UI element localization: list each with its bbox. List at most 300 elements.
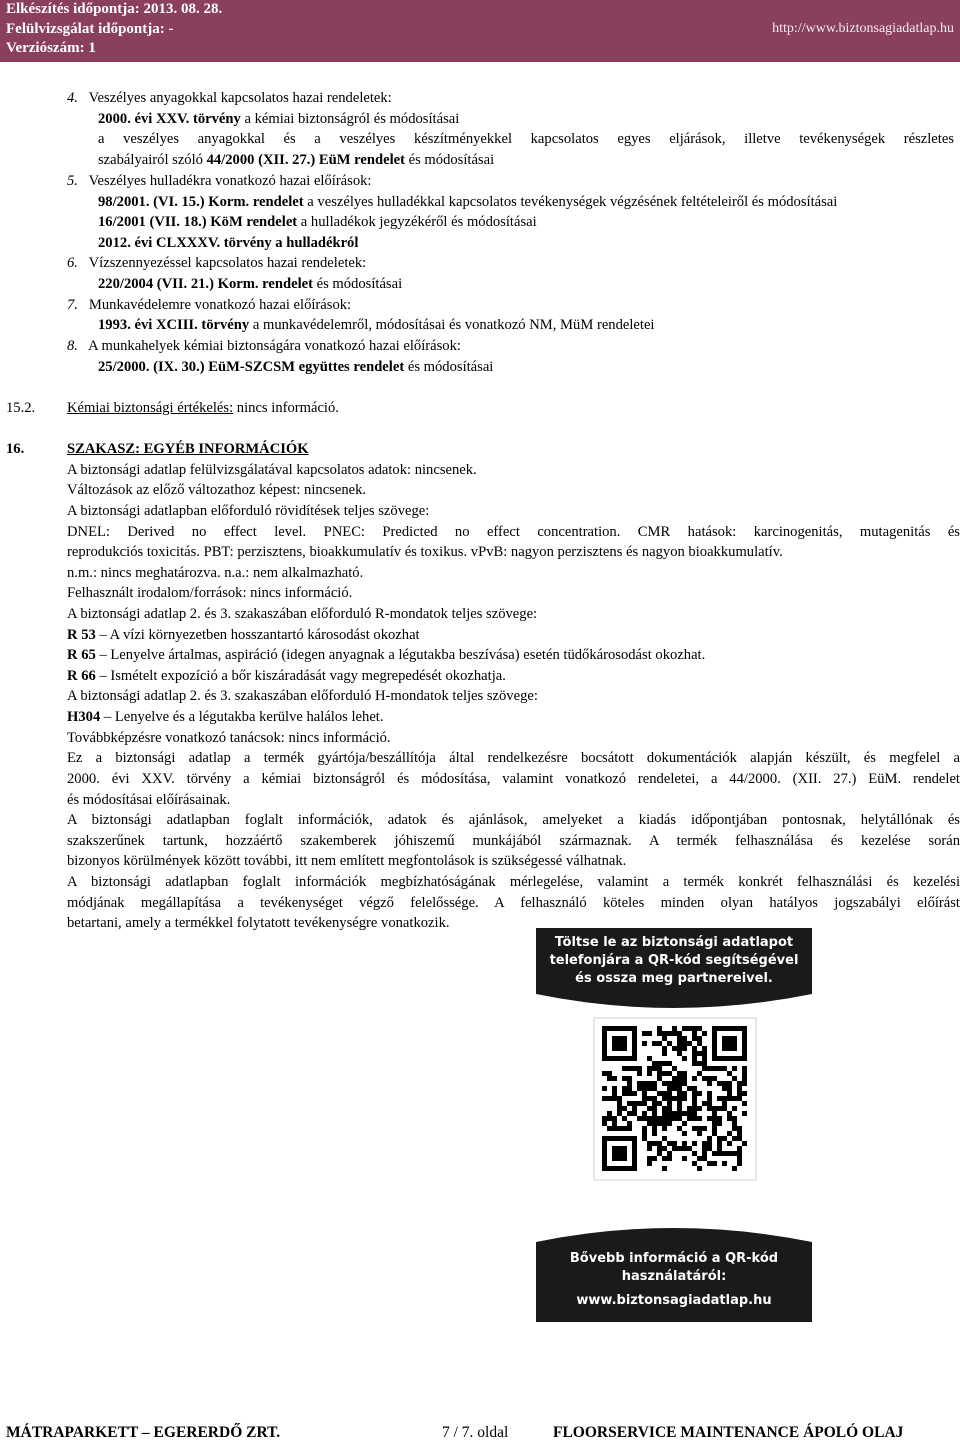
reg-item-4-title: 4. Veszélyes anyagokkal kapcsolatos hazai rendeletek:	[67, 90, 392, 106]
qr-module	[662, 1111, 667, 1116]
qr-module	[632, 1101, 637, 1106]
qr-module	[612, 1091, 617, 1096]
qr-module	[667, 1156, 672, 1161]
qr-module	[727, 1131, 732, 1136]
qr-module	[657, 1031, 662, 1036]
qr-module	[657, 1071, 662, 1076]
qr-module	[742, 1141, 747, 1146]
qr-module	[737, 1131, 742, 1136]
qr-module	[712, 1151, 717, 1156]
qr-module	[662, 1071, 667, 1076]
qr-module	[652, 1081, 657, 1086]
qr-module	[692, 1126, 697, 1131]
qr-module	[717, 1116, 722, 1121]
qr-module	[682, 1111, 687, 1116]
qr-module	[632, 1091, 637, 1096]
qr-module	[732, 1151, 737, 1156]
version-number: Verziószám: 1	[6, 40, 96, 56]
qr-module	[672, 1141, 677, 1146]
qr-module	[697, 1061, 702, 1066]
qr-module	[672, 1081, 677, 1086]
qr-finder-pattern	[612, 1036, 627, 1051]
qr-module	[602, 1096, 607, 1101]
qr-module	[727, 1096, 732, 1101]
qr-module	[622, 1076, 627, 1081]
qr-module	[677, 1036, 682, 1041]
qr-module	[697, 1116, 702, 1121]
qr-module	[732, 1106, 737, 1111]
qr-module	[667, 1096, 672, 1101]
qr-module	[697, 1051, 702, 1056]
qr-module	[647, 1081, 652, 1086]
section-16-p2: Változások az előző változathoz képest: nincsenek.	[67, 482, 367, 498]
qr-module	[642, 1091, 647, 1096]
qr-module	[717, 1096, 722, 1101]
qr-module	[652, 1061, 657, 1066]
qr-module	[647, 1086, 652, 1091]
qr-module	[692, 1026, 697, 1031]
qr-finder-pattern	[722, 1036, 737, 1051]
qr-module	[677, 1111, 682, 1116]
qr-module	[652, 1086, 657, 1091]
qr-module	[677, 1086, 682, 1091]
section-16-p11c: bizonyos körülmények között további, itt nem említett megfontolások is szükségessé válhatnak.	[67, 853, 627, 869]
qr-module	[647, 1066, 652, 1071]
qr-module	[612, 1116, 617, 1121]
section-16-p10c: és módosításai előírásainak.	[67, 792, 231, 808]
qr-module	[652, 1126, 657, 1131]
qr-module	[712, 1111, 717, 1116]
qr-bottom-text-3[interactable]: www.biztonsagiadatlap.hu	[576, 1293, 772, 1308]
qr-module	[692, 1086, 697, 1091]
qr-module	[677, 1081, 682, 1086]
qr-module	[697, 1036, 702, 1041]
qr-module	[662, 1036, 667, 1041]
footer-company: MÁTRAPARKETT – EGERERDŐ ZRT.	[6, 1424, 281, 1441]
qr-module	[662, 1136, 667, 1141]
qr-module	[602, 1121, 607, 1126]
qr-module	[647, 1031, 652, 1036]
r-phrase-65: R 65 – Lenyelve ártalmas, aspiráció (idegen anyagnak a légutakba beszívása) esetén tüdőkárosodást okozhat.	[67, 647, 706, 663]
qr-module	[692, 1031, 697, 1036]
qr-module	[687, 1086, 692, 1091]
qr-module	[722, 1101, 727, 1106]
section-15-2-text: Kémiai biztonsági értékelés: nincs információ.	[67, 400, 339, 416]
qr-module	[707, 1096, 712, 1101]
qr-module	[662, 1156, 667, 1161]
qr-module	[657, 1121, 662, 1126]
qr-module	[712, 1076, 717, 1081]
section-16-p12a: A biztonsági adatlapban foglalt információk megbízhatóságának mérlegelése, valamint a termék konkrét felhasználási és kezelési	[67, 874, 960, 890]
qr-module	[702, 1151, 707, 1156]
qr-module	[722, 1136, 727, 1141]
qr-module	[692, 1036, 697, 1041]
qr-module	[692, 1056, 697, 1061]
qr-module	[707, 1091, 712, 1096]
qr-module	[692, 1106, 697, 1111]
qr-module	[727, 1091, 732, 1096]
r-phrase-66: R 66 – Ismételt expozíció a bőr kiszáradását vagy megrepedését okozhatja.	[67, 668, 506, 684]
qr-module	[652, 1041, 657, 1046]
qr-module	[642, 1131, 647, 1136]
qr-module	[732, 1116, 737, 1121]
qr-module	[707, 1076, 712, 1081]
qr-module	[672, 1031, 677, 1036]
qr-module	[677, 1116, 682, 1121]
qr-module	[607, 1126, 612, 1131]
footer-product: FLOORSERVICE MAINTENANCE ÁPOLÓ OLAJ	[553, 1424, 904, 1441]
qr-module	[702, 1061, 707, 1066]
qr-module	[742, 1081, 747, 1086]
section-15-2-number: 15.2.	[6, 400, 36, 416]
header-url[interactable]: http://www.biztonsagiadatlap.hu	[772, 21, 954, 36]
qr-module	[657, 1151, 662, 1156]
qr-top-text-1: Töltse le az biztonsági adatlapot	[554, 935, 794, 950]
qr-finder-pattern	[612, 1146, 627, 1161]
qr-module	[742, 1111, 747, 1116]
qr-module	[727, 1116, 732, 1121]
qr-module	[702, 1146, 707, 1151]
qr-module	[612, 1076, 617, 1081]
qr-module	[677, 1051, 682, 1056]
qr-module	[652, 1141, 657, 1146]
qr-module	[697, 1166, 702, 1171]
qr-module	[642, 1096, 647, 1101]
qr-module	[717, 1066, 722, 1071]
qr-module	[612, 1086, 617, 1091]
qr-module	[667, 1041, 672, 1046]
qr-module	[727, 1081, 732, 1086]
qr-module	[662, 1106, 667, 1111]
qr-module	[692, 1061, 697, 1066]
qr-module	[682, 1026, 687, 1031]
qr-module	[657, 1091, 662, 1096]
reg-item-7-title: 7. Munkavédelemre vonatkozó hazai előírások:	[67, 297, 352, 313]
qr-module	[702, 1076, 707, 1081]
qr-module	[742, 1101, 747, 1106]
qr-module	[717, 1121, 722, 1126]
qr-module	[602, 1086, 607, 1091]
qr-module	[647, 1116, 652, 1121]
qr-module	[692, 1051, 697, 1056]
qr-module	[702, 1126, 707, 1131]
qr-module	[652, 1121, 657, 1126]
qr-module	[627, 1091, 632, 1096]
reg-item-4-line2: a veszélyes anyagokkal és a veszélyes készítményekkel kapcsolatos egyes eljárások, illetve tevékenységek részletes	[98, 131, 954, 147]
reg-item-6-title: 6. Vízszennyezéssel kapcsolatos hazai rendeletek:	[67, 255, 367, 271]
qr-module	[737, 1161, 742, 1166]
qr-module	[712, 1126, 717, 1131]
qr-module	[602, 1071, 607, 1076]
qr-module	[617, 1126, 622, 1131]
qr-module	[737, 1146, 742, 1151]
qr-module	[682, 1156, 687, 1161]
qr-module	[662, 1116, 667, 1121]
reg-item-5-line3: 2012. évi CLXXXV. törvény a hulladékról	[98, 235, 359, 251]
section-16-p1: A biztonsági adatlap felülvizsgálatával kapcsolatos adatok: nincsenek.	[67, 462, 477, 478]
qr-module	[632, 1111, 637, 1116]
qr-module	[667, 1121, 672, 1126]
section-16-p9: Továbbképzésre vonatkozó tanácsok: nincs információ.	[67, 730, 391, 746]
qr-module	[622, 1116, 627, 1121]
qr-module	[652, 1106, 657, 1111]
qr-module	[662, 1126, 667, 1131]
section-16-p10a: Ez a biztonsági adatlap a termék gyártója/beszállítója által rendelkezésre bocsátott dokumentációk alapján készült, és megfelel a	[67, 750, 960, 766]
qr-module	[712, 1066, 717, 1071]
qr-module	[622, 1086, 627, 1091]
qr-module	[722, 1106, 727, 1111]
reg-item-4-line3: szabályairól szóló 44/2000 (XII. 27.) EüM rendelet és módosításai	[98, 152, 495, 168]
qr-bottom-text-1: Bővebb információ a QR-kód	[569, 1251, 779, 1266]
qr-module	[647, 1161, 652, 1166]
qr-module	[627, 1086, 632, 1091]
qr-module	[717, 1081, 722, 1086]
qr-module	[742, 1091, 747, 1096]
qr-module	[727, 1071, 732, 1076]
qr-module	[692, 1101, 697, 1106]
qr-module	[672, 1116, 677, 1121]
qr-module	[682, 1071, 687, 1076]
qr-module	[637, 1086, 642, 1091]
qr-module	[737, 1156, 742, 1161]
qr-module	[602, 1116, 607, 1121]
qr-module	[687, 1111, 692, 1116]
qr-module	[712, 1106, 717, 1111]
qr-module	[702, 1031, 707, 1036]
qr-module	[682, 1146, 687, 1151]
qr-module	[662, 1121, 667, 1126]
qr-module	[627, 1126, 632, 1131]
qr-module	[672, 1146, 677, 1151]
qr-module	[667, 1071, 672, 1076]
qr-module	[732, 1121, 737, 1126]
qr-module	[707, 1101, 712, 1106]
qr-module	[687, 1116, 692, 1121]
qr-module	[662, 1166, 667, 1171]
qr-module	[617, 1111, 622, 1116]
qr-module	[667, 1091, 672, 1096]
qr-module	[667, 1101, 672, 1106]
qr-module	[737, 1096, 742, 1101]
qr-module	[667, 1081, 672, 1086]
qr-module	[677, 1031, 682, 1036]
qr-module	[712, 1161, 717, 1166]
qr-module	[742, 1071, 747, 1076]
qr-module	[677, 1126, 682, 1131]
qr-module	[662, 1096, 667, 1101]
qr-module	[637, 1116, 642, 1121]
qr-module	[622, 1066, 627, 1071]
qr-module	[652, 1066, 657, 1071]
reg-item-4-line1: 2000. évi XXV. törvény a kémiai biztonságról és módosításai	[98, 111, 460, 127]
qr-module	[742, 1066, 747, 1071]
qr-module	[647, 1056, 652, 1061]
qr-module	[692, 1046, 697, 1051]
qr-module	[647, 1141, 652, 1146]
qr-module	[657, 1146, 662, 1151]
qr-module	[657, 1041, 662, 1046]
qr-module	[647, 1121, 652, 1126]
qr-module	[692, 1076, 697, 1081]
qr-module	[647, 1096, 652, 1101]
qr-module	[662, 1046, 667, 1051]
qr-module	[662, 1081, 667, 1086]
qr-module	[642, 1116, 647, 1121]
qr-module	[727, 1141, 732, 1146]
qr-module	[717, 1151, 722, 1156]
qr-module	[667, 1061, 672, 1066]
qr-module	[612, 1126, 617, 1131]
qr-module	[617, 1106, 622, 1111]
reg-item-8-line1: 25/2000. (IX. 30.) EüM-SZCSM együttes rendelet és módosításai	[98, 359, 494, 375]
qr-module	[642, 1101, 647, 1106]
qr-module	[707, 1106, 712, 1111]
qr-module	[647, 1106, 652, 1111]
qr-module	[712, 1131, 717, 1136]
qr-module	[717, 1136, 722, 1141]
qr-module	[657, 1141, 662, 1146]
qr-module	[697, 1131, 702, 1136]
qr-module	[732, 1066, 737, 1071]
qr-module	[657, 1061, 662, 1066]
qr-module	[687, 1041, 692, 1046]
qr-module	[722, 1066, 727, 1071]
qr-module	[672, 1026, 677, 1031]
qr-module	[647, 1071, 652, 1076]
section-16-title: SZAKASZ: EGYÉB INFORMÁCIÓK	[67, 441, 309, 457]
qr-module	[627, 1081, 632, 1086]
qr-module	[627, 1111, 632, 1116]
qr-module	[697, 1071, 702, 1076]
qr-module	[637, 1101, 642, 1106]
qr-module	[637, 1071, 642, 1076]
section-16-p4b: reprodukciós toxicitás. PBT: perzisztens, bioakkumulatív és toxikus. vPvB: nagyon perzisztens és nagyon bioakkumulatív.	[67, 544, 783, 560]
qr-module	[607, 1071, 612, 1076]
h-phrase-304: H304 – Lenyelve és a légutakba kerülve halálos lehet.	[67, 709, 384, 725]
section-16-p12b: módjának megállapítása a tevékenységet végző felelőssége. A felhasználó köteles minden olyan hatályos jogszabályi előírást	[67, 895, 960, 911]
qr-module	[682, 1081, 687, 1086]
qr-module	[717, 1106, 722, 1111]
qr-module	[707, 1116, 712, 1121]
qr-module	[727, 1151, 732, 1156]
qr-module	[667, 1116, 672, 1121]
reg-item-5-line1: 98/2001. (VI. 15.) Korm. rendelet a veszélyes hulladékkal kapcsolatos tevékenységek végzésének feltételeiről és módosításai	[98, 194, 838, 210]
r-phrase-53: R 53 – A vízi környezetben hosszantartó károsodást okozhat	[67, 627, 420, 643]
qr-module	[642, 1081, 647, 1086]
section-16-number: 16.	[6, 441, 25, 457]
qr-module	[707, 1081, 712, 1086]
qr-module	[647, 1146, 652, 1151]
qr-module	[677, 1096, 682, 1101]
qr-module	[702, 1101, 707, 1106]
section-16-p3: A biztonsági adatlapban előforduló rövidítések teljes szövege:	[67, 503, 430, 519]
qr-module	[672, 1086, 677, 1091]
qr-code-panel[interactable]	[528, 922, 820, 1326]
qr-module	[647, 1156, 652, 1161]
qr-top-text-2: telefonjára a QR-kód segítségével	[549, 953, 799, 968]
qr-module	[677, 1041, 682, 1046]
qr-module	[687, 1146, 692, 1151]
section-16-p6: Felhasznált irodalom/források: nincs információ.	[67, 585, 353, 601]
page-header	[0, 0, 960, 62]
qr-module	[707, 1141, 712, 1146]
qr-module	[702, 1066, 707, 1071]
qr-module	[642, 1031, 647, 1036]
qr-module	[612, 1096, 617, 1101]
qr-module	[682, 1131, 687, 1136]
section-16-p8: A biztonsági adatlap 2. és 3. szakaszában előforduló H-mondatok teljes szövege:	[67, 688, 538, 704]
section-16-p12c: betartani, amely a termékkel folytatott tevékenységre vonatkozik.	[67, 915, 450, 931]
qr-module	[612, 1121, 617, 1126]
qr-module	[642, 1126, 647, 1131]
qr-module	[632, 1106, 637, 1111]
qr-module	[677, 1071, 682, 1076]
qr-module	[627, 1066, 632, 1071]
qr-module	[707, 1136, 712, 1141]
qr-module	[707, 1146, 712, 1151]
qr-module	[642, 1136, 647, 1141]
qr-module	[702, 1141, 707, 1146]
qr-top-text-3: és ossza meg partnereivel.	[575, 971, 773, 986]
qr-module	[717, 1141, 722, 1146]
qr-module	[642, 1086, 647, 1091]
qr-module	[682, 1076, 687, 1081]
qr-module	[692, 1096, 697, 1101]
qr-module	[667, 1111, 672, 1116]
qr-module	[722, 1086, 727, 1091]
qr-module	[682, 1121, 687, 1126]
qr-module	[737, 1081, 742, 1086]
creation-date: Elkészítés időpontja: 2013. 08. 28.	[6, 1, 223, 17]
qr-module	[657, 1076, 662, 1081]
qr-module	[692, 1111, 697, 1116]
qr-module	[677, 1091, 682, 1096]
qr-module	[652, 1096, 657, 1101]
qr-module	[737, 1086, 742, 1091]
qr-module	[712, 1121, 717, 1126]
qr-module	[677, 1046, 682, 1051]
qr-module	[737, 1151, 742, 1156]
qr-module	[692, 1091, 697, 1096]
qr-module	[722, 1096, 727, 1101]
header-meta	[6, 0, 222, 59]
qr-module	[662, 1061, 667, 1066]
qr-module	[687, 1026, 692, 1031]
qr-module	[682, 1056, 687, 1061]
qr-module	[607, 1076, 612, 1081]
qr-module	[662, 1051, 667, 1056]
qr-module	[727, 1111, 732, 1116]
qr-module	[702, 1056, 707, 1061]
qr-module	[672, 1076, 677, 1081]
qr-module	[702, 1156, 707, 1161]
review-date: Felülvizsgálat időpontja: -	[6, 20, 174, 37]
qr-module	[737, 1091, 742, 1096]
qr-module	[717, 1146, 722, 1151]
section-16-p11b: szakszerűnek tartunk, hozzáértő szakemberek jóhiszemű munkájából származnak. A termék felhasználása és kezelése során	[67, 833, 960, 849]
qr-module	[707, 1066, 712, 1071]
qr-module	[662, 1146, 667, 1151]
qr-module	[737, 1126, 742, 1131]
qr-module	[657, 1026, 662, 1031]
qr-module	[662, 1031, 667, 1036]
qr-module	[682, 1096, 687, 1101]
qr-module	[692, 1116, 697, 1121]
qr-module	[632, 1066, 637, 1071]
qr-module	[652, 1131, 657, 1136]
reg-item-5-line2: 16/2001 (VII. 18.) KöM rendelet a hulladékok jegyzékéről és módosításai	[98, 214, 537, 230]
qr-module	[692, 1141, 697, 1146]
